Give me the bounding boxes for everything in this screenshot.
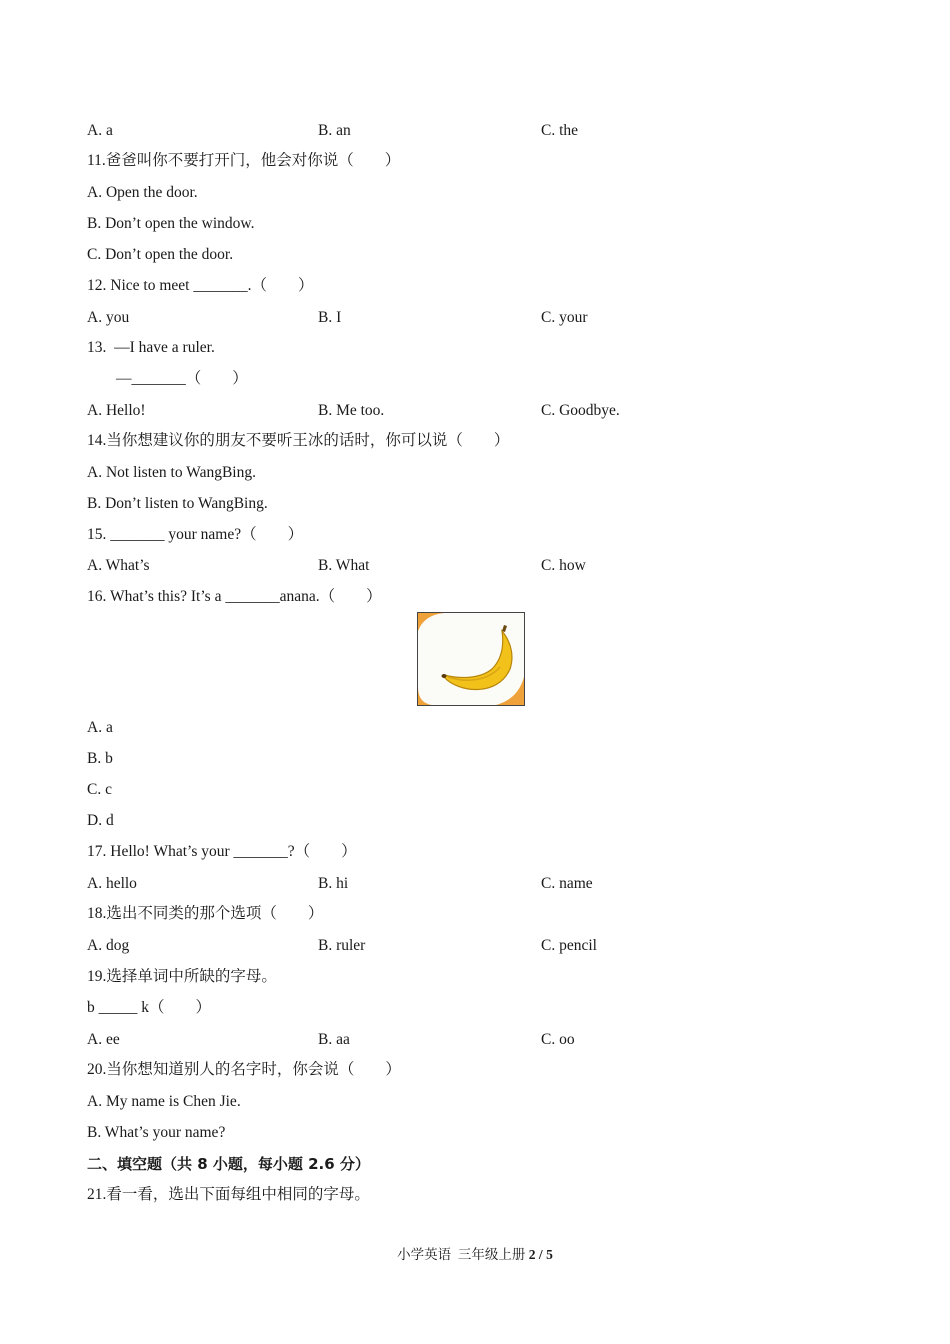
- page-total: 5: [546, 1247, 553, 1262]
- q20-option-b: B. What’s your name?: [87, 1124, 226, 1141]
- q11-option-c: C. Don’t open the door.: [87, 246, 234, 263]
- q10-option-a: A. a: [87, 122, 113, 139]
- q12-option-b: B. I: [318, 309, 342, 326]
- q10-option-b: B. an: [318, 122, 351, 139]
- q19-blank-word: b _____ k（ ）: [87, 999, 212, 1016]
- section-heading: 二、填空题（共 8 小题，每小题 2.6 分）: [87, 1155, 370, 1173]
- q13-option-c: C. Goodbye.: [541, 402, 620, 419]
- q13-option-b: B. Me too.: [318, 402, 385, 419]
- q11-option-a: A. Open the door.: [87, 184, 198, 201]
- q15-option-b: B. What: [318, 557, 370, 574]
- q17-option-a: A. hello: [87, 875, 137, 892]
- banana-picture-icon: [417, 612, 525, 706]
- q18-option-b: B. ruler: [318, 937, 366, 954]
- q12-option-a: A. you: [87, 309, 130, 326]
- page-footer: [0, 1246, 950, 1264]
- q11-stem: 11.爸爸叫你不要打开门，他会对你说（ ）: [87, 152, 401, 169]
- q18-option-a: A. dog: [87, 937, 130, 954]
- q20-stem: 20.当你想知道别人的名字时，你会说（ ）: [87, 1061, 401, 1078]
- page-number: 2: [528, 1247, 536, 1262]
- q19-option-a: A. ee: [87, 1031, 120, 1048]
- q17-stem: 17. Hello! What’s your _______?（ ）: [87, 843, 357, 860]
- q17-option-b: B. hi: [318, 875, 349, 892]
- q12-option-c: C. your: [541, 309, 588, 326]
- q21-stem: 21.看一看，选出下面每组中相同的字母。: [87, 1186, 370, 1203]
- q15-stem: 15. _______ your name?（ ）: [87, 526, 304, 543]
- page-separator: /: [535, 1247, 547, 1262]
- q16-option-c: C. c: [87, 781, 112, 798]
- q13-response-blank: —_______（ ）: [116, 370, 248, 387]
- q16-stem: 16. What’s this? It’s a _______anana.（ ）: [87, 588, 382, 605]
- q13-stem: 13. —I have a ruler.: [87, 339, 215, 356]
- q14-option-a: A. Not listen to WangBing.: [87, 464, 256, 481]
- q18-stem: 18.选出不同类的那个选项（ ）: [87, 905, 324, 922]
- q19-stem: 19.选择单词中所缺的字母。: [87, 968, 277, 985]
- q16-option-d: D. d: [87, 812, 114, 829]
- q10-option-c: C. the: [541, 122, 579, 139]
- q15-option-c: C. how: [541, 557, 586, 574]
- q16-option-a: A. a: [87, 719, 113, 736]
- q20-option-a: A. My name is Chen Jie.: [87, 1093, 241, 1110]
- q19-option-b: B. aa: [318, 1031, 350, 1048]
- banana-svg: [418, 613, 524, 705]
- footer-subject: 小学英语 三年级上册: [397, 1247, 529, 1262]
- q16-option-b: B. b: [87, 750, 113, 767]
- q19-option-c: C. oo: [541, 1031, 575, 1048]
- q11-option-b: B. Don’t open the window.: [87, 215, 255, 232]
- q18-option-c: C. pencil: [541, 937, 597, 954]
- q14-option-b: B. Don’t listen to WangBing.: [87, 495, 268, 512]
- q17-option-c: C. name: [541, 875, 593, 892]
- q13-option-a: A. Hello!: [87, 402, 146, 419]
- q12-stem: 12. Nice to meet _______.（ ）: [87, 277, 314, 294]
- q15-option-a: A. What’s: [87, 557, 150, 574]
- q14-stem: 14.当你想建议你的朋友不要听王冰的话时，你可以说（ ）: [87, 432, 510, 449]
